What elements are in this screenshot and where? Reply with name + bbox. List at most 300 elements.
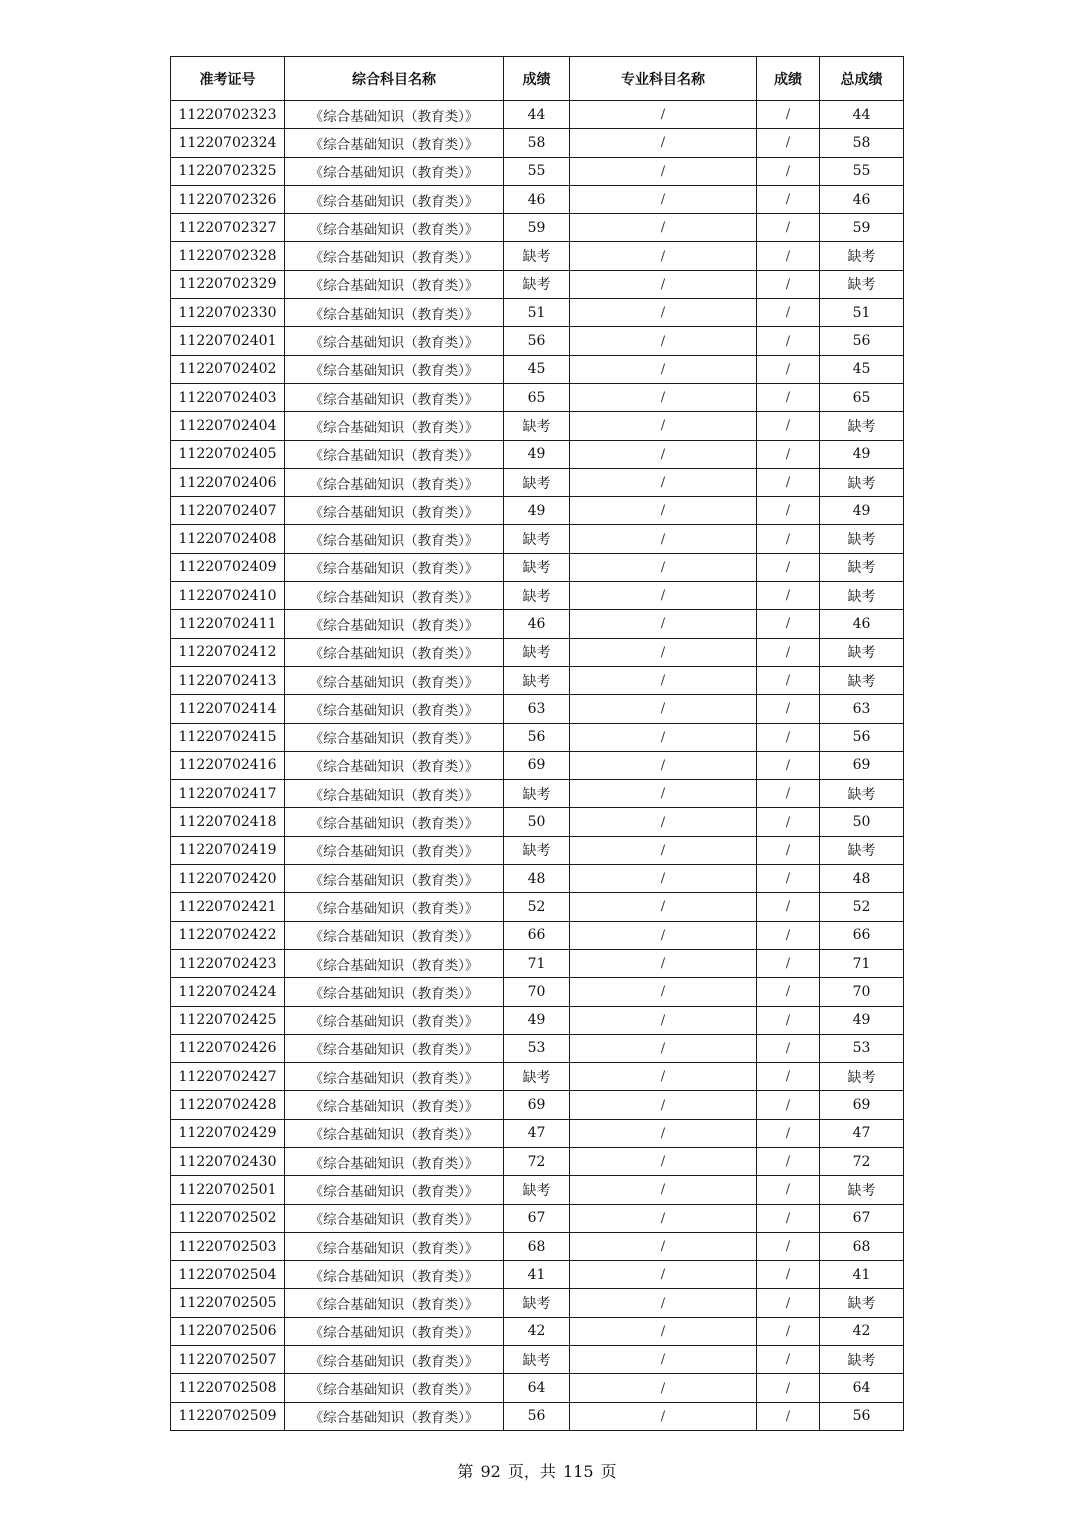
table-row: [171, 1317, 904, 1345]
ticket-number-cell: 11220702503: [171, 1232, 285, 1260]
ticket-number-cell: 11220702425: [171, 1006, 285, 1034]
total-score-cell: 46: [820, 185, 904, 213]
total-score-cell: 缺考: [820, 468, 904, 496]
total-score-cell: 70: [820, 978, 904, 1006]
major-score-cell: /: [757, 638, 820, 666]
major-score-cell: /: [757, 468, 820, 496]
general-score-cell: 47: [504, 1119, 570, 1147]
table-row: [171, 1176, 904, 1204]
ticket-number-cell: 11220702418: [171, 808, 285, 836]
general-score-cell: 缺考: [504, 1063, 570, 1091]
major-score-cell: /: [757, 695, 820, 723]
ticket-number-cell: 11220702413: [171, 666, 285, 694]
major-score-cell: /: [757, 129, 820, 157]
major-subject-cell: /: [570, 1204, 757, 1232]
major-score-cell: /: [757, 1034, 820, 1062]
table-row: [171, 553, 904, 581]
general-subject-cell: 《综合基础知识（教育类）》: [285, 497, 504, 525]
ticket-number-cell: 11220702419: [171, 836, 285, 864]
major-score-cell: /: [757, 865, 820, 893]
general-subject-cell: 《综合基础知识（教育类）》: [285, 666, 504, 694]
ticket-number-cell: 11220702407: [171, 497, 285, 525]
total-score-cell: 缺考: [820, 412, 904, 440]
general-subject-cell: 《综合基础知识（教育类）》: [285, 157, 504, 185]
table-row: [171, 129, 904, 157]
major-subject-cell: /: [570, 1346, 757, 1374]
ticket-number-cell: 11220702422: [171, 921, 285, 949]
table-row: [171, 1261, 904, 1289]
ticket-number-cell: 11220702429: [171, 1119, 285, 1147]
total-score-cell: 55: [820, 157, 904, 185]
general-subject-cell: 《综合基础知识（教育类）》: [285, 412, 504, 440]
general-score-cell: 缺考: [504, 1176, 570, 1204]
general-subject-cell: 《综合基础知识（教育类）》: [285, 440, 504, 468]
major-score-cell: /: [757, 1147, 820, 1175]
major-subject-cell: /: [570, 1402, 757, 1430]
major-subject-cell: /: [570, 1232, 757, 1260]
table-row: [171, 1006, 904, 1034]
general-subject-cell: 《综合基础知识（教育类）》: [285, 327, 504, 355]
table-row: [171, 1034, 904, 1062]
table-row: [171, 1374, 904, 1402]
major-subject-cell: /: [570, 949, 757, 977]
major-score-cell: /: [757, 921, 820, 949]
general-subject-cell: 《综合基础知识（教育类）》: [285, 1119, 504, 1147]
table-row: [171, 610, 904, 638]
general-score-cell: 46: [504, 185, 570, 213]
total-score-cell: 56: [820, 723, 904, 751]
ticket-number-cell: 11220702406: [171, 468, 285, 496]
major-score-cell: /: [757, 1176, 820, 1204]
table-row: [171, 1232, 904, 1260]
major-score-cell: /: [757, 1289, 820, 1317]
major-score-cell: /: [757, 1119, 820, 1147]
major-score-cell: /: [757, 1204, 820, 1232]
general-subject-cell: 《综合基础知识（教育类）》: [285, 355, 504, 383]
major-score-cell: /: [757, 582, 820, 610]
general-subject-cell: 《综合基础知识（教育类）》: [285, 638, 504, 666]
general-subject-cell: 《综合基础知识（教育类）》: [285, 1063, 504, 1091]
general-subject-cell: 《综合基础知识（教育类）》: [285, 1147, 504, 1175]
general-score-cell: 59: [504, 214, 570, 242]
ticket-number-cell: 11220702506: [171, 1317, 285, 1345]
ticket-number-cell: 11220702414: [171, 695, 285, 723]
ticket-number-cell: 11220702502: [171, 1204, 285, 1232]
general-score-cell: 66: [504, 921, 570, 949]
major-subject-cell: /: [570, 1147, 757, 1175]
total-score-cell: 缺考: [820, 525, 904, 553]
total-score-cell: 67: [820, 1204, 904, 1232]
general-score-cell: 56: [504, 327, 570, 355]
major-score-cell: /: [757, 978, 820, 1006]
table-body: [171, 101, 904, 1431]
page-number: 第 92 页，共 115 页: [457, 1462, 617, 1481]
ticket-number-cell: 11220702402: [171, 355, 285, 383]
major-subject-cell: /: [570, 1317, 757, 1345]
major-subject-cell: /: [570, 185, 757, 213]
major-score-cell: /: [757, 185, 820, 213]
table-row: [171, 355, 904, 383]
major-subject-cell: /: [570, 553, 757, 581]
table-row: [171, 893, 904, 921]
major-subject-cell: /: [570, 101, 757, 129]
general-subject-cell: 《综合基础知识（教育类）》: [285, 1091, 504, 1119]
ticket-number-cell: 11220702421: [171, 893, 285, 921]
table-row: [171, 666, 904, 694]
major-score-cell: /: [757, 1374, 820, 1402]
ticket-number-cell: 11220702501: [171, 1176, 285, 1204]
general-subject-cell: 《综合基础知识（教育类）》: [285, 101, 504, 129]
header-total-score: 总成绩: [820, 57, 904, 101]
major-subject-cell: /: [570, 610, 757, 638]
general-score-cell: 49: [504, 1006, 570, 1034]
major-score-cell: /: [757, 1402, 820, 1430]
total-score-cell: 51: [820, 299, 904, 327]
major-subject-cell: /: [570, 582, 757, 610]
major-subject-cell: /: [570, 497, 757, 525]
major-score-cell: /: [757, 412, 820, 440]
ticket-number-cell: 11220702411: [171, 610, 285, 638]
table-row: [171, 1091, 904, 1119]
general-score-cell: 53: [504, 1034, 570, 1062]
general-score-cell: 70: [504, 978, 570, 1006]
major-subject-cell: /: [570, 270, 757, 298]
general-subject-cell: 《综合基础知识（教育类）》: [285, 129, 504, 157]
general-score-cell: 69: [504, 751, 570, 779]
general-subject-cell: 《综合基础知识（教育类）》: [285, 1346, 504, 1374]
table-row: [171, 1402, 904, 1430]
total-score-cell: 41: [820, 1261, 904, 1289]
table-row: [171, 1063, 904, 1091]
general-subject-cell: 《综合基础知识（教育类）》: [285, 780, 504, 808]
table-row: [171, 242, 904, 270]
total-score-cell: 64: [820, 1374, 904, 1402]
general-subject-cell: 《综合基础知识（教育类）》: [285, 1402, 504, 1430]
total-score-cell: 42: [820, 1317, 904, 1345]
table-row: [171, 327, 904, 355]
major-subject-cell: /: [570, 1063, 757, 1091]
total-score-cell: 缺考: [820, 270, 904, 298]
table-row: [171, 497, 904, 525]
major-subject-cell: /: [570, 1289, 757, 1317]
header-general-subject: 综合科目名称: [285, 57, 504, 101]
general-subject-cell: 《综合基础知识（教育类）》: [285, 299, 504, 327]
ticket-number-cell: 11220702328: [171, 242, 285, 270]
ticket-number-cell: 11220702404: [171, 412, 285, 440]
major-subject-cell: /: [570, 1374, 757, 1402]
general-subject-cell: 《综合基础知识（教育类）》: [285, 921, 504, 949]
total-score-cell: 71: [820, 949, 904, 977]
total-score-cell: 49: [820, 1006, 904, 1034]
total-score-cell: 68: [820, 1232, 904, 1260]
general-score-cell: 缺考: [504, 242, 570, 270]
general-subject-cell: 《综合基础知识（教育类）》: [285, 1289, 504, 1317]
major-subject-cell: /: [570, 865, 757, 893]
general-score-cell: 缺考: [504, 582, 570, 610]
table-row: [171, 468, 904, 496]
general-subject-cell: 《综合基础知识（教育类）》: [285, 1176, 504, 1204]
major-score-cell: /: [757, 1317, 820, 1345]
total-score-cell: 58: [820, 129, 904, 157]
ticket-number-cell: 11220702327: [171, 214, 285, 242]
total-score-cell: 缺考: [820, 1289, 904, 1317]
general-subject-cell: 《综合基础知识（教育类）》: [285, 865, 504, 893]
general-score-cell: 缺考: [504, 780, 570, 808]
header-ticket-number: 准考证号: [171, 57, 285, 101]
total-score-cell: 缺考: [820, 1176, 904, 1204]
general-subject-cell: 《综合基础知识（教育类）》: [285, 468, 504, 496]
general-subject-cell: 《综合基础知识（教育类）》: [285, 1006, 504, 1034]
table-row: [171, 1289, 904, 1317]
ticket-number-cell: 11220702326: [171, 185, 285, 213]
major-subject-cell: /: [570, 978, 757, 1006]
general-subject-cell: 《综合基础知识（教育类）》: [285, 723, 504, 751]
total-score-cell: 46: [820, 610, 904, 638]
total-score-cell: 63: [820, 695, 904, 723]
major-score-cell: /: [757, 1232, 820, 1260]
table-row: [171, 949, 904, 977]
total-score-cell: 69: [820, 751, 904, 779]
major-subject-cell: /: [570, 808, 757, 836]
general-subject-cell: 《综合基础知识（教育类）》: [285, 525, 504, 553]
header-general-score: 成绩: [504, 57, 570, 101]
major-score-cell: /: [757, 1261, 820, 1289]
total-score-cell: 缺考: [820, 638, 904, 666]
major-score-cell: /: [757, 101, 820, 129]
table-row: [171, 214, 904, 242]
general-subject-cell: 《综合基础知识（教育类）》: [285, 1317, 504, 1345]
table-row: [171, 582, 904, 610]
general-score-cell: 72: [504, 1147, 570, 1175]
major-score-cell: /: [757, 1006, 820, 1034]
total-score-cell: 56: [820, 1402, 904, 1430]
major-subject-cell: /: [570, 1176, 757, 1204]
general-subject-cell: 《综合基础知识（教育类）》: [285, 836, 504, 864]
major-subject-cell: /: [570, 412, 757, 440]
general-score-cell: 56: [504, 723, 570, 751]
general-score-cell: 71: [504, 949, 570, 977]
general-score-cell: 64: [504, 1374, 570, 1402]
table-row: [171, 808, 904, 836]
general-subject-cell: 《综合基础知识（教育类）》: [285, 185, 504, 213]
header-major-score: 成绩: [757, 57, 820, 101]
total-score-cell: 缺考: [820, 1346, 904, 1374]
general-score-cell: 48: [504, 865, 570, 893]
total-score-cell: 49: [820, 497, 904, 525]
major-subject-cell: /: [570, 836, 757, 864]
ticket-number-cell: 11220702323: [171, 101, 285, 129]
general-score-cell: 缺考: [504, 1346, 570, 1374]
score-table: [170, 56, 904, 1431]
major-subject-cell: /: [570, 1006, 757, 1034]
general-score-cell: 缺考: [504, 638, 570, 666]
major-score-cell: /: [757, 836, 820, 864]
major-score-cell: /: [757, 157, 820, 185]
total-score-cell: 66: [820, 921, 904, 949]
general-subject-cell: 《综合基础知识（教育类）》: [285, 1261, 504, 1289]
table-row: [171, 865, 904, 893]
ticket-number-cell: 11220702417: [171, 780, 285, 808]
major-subject-cell: /: [570, 638, 757, 666]
general-subject-cell: 《综合基础知识（教育类）》: [285, 695, 504, 723]
major-subject-cell: /: [570, 129, 757, 157]
ticket-number-cell: 11220702410: [171, 582, 285, 610]
general-score-cell: 41: [504, 1261, 570, 1289]
major-score-cell: /: [757, 497, 820, 525]
general-score-cell: 68: [504, 1232, 570, 1260]
general-score-cell: 46: [504, 610, 570, 638]
ticket-number-cell: 11220702412: [171, 638, 285, 666]
general-subject-cell: 《综合基础知识（教育类）》: [285, 1232, 504, 1260]
table-row: [171, 412, 904, 440]
header-major-subject: 专业科目名称: [570, 57, 757, 101]
ticket-number-cell: 11220702324: [171, 129, 285, 157]
general-score-cell: 44: [504, 101, 570, 129]
total-score-cell: 47: [820, 1119, 904, 1147]
ticket-number-cell: 11220702329: [171, 270, 285, 298]
general-score-cell: 56: [504, 1402, 570, 1430]
major-subject-cell: /: [570, 695, 757, 723]
major-score-cell: /: [757, 949, 820, 977]
general-score-cell: 缺考: [504, 412, 570, 440]
total-score-cell: 缺考: [820, 582, 904, 610]
general-score-cell: 缺考: [504, 666, 570, 694]
total-score-cell: 缺考: [820, 836, 904, 864]
table-row: [171, 299, 904, 327]
ticket-number-cell: 11220702405: [171, 440, 285, 468]
total-score-cell: 缺考: [820, 780, 904, 808]
major-score-cell: /: [757, 808, 820, 836]
general-score-cell: 58: [504, 129, 570, 157]
general-subject-cell: 《综合基础知识（教育类）》: [285, 1034, 504, 1062]
total-score-cell: 65: [820, 383, 904, 411]
ticket-number-cell: 11220702427: [171, 1063, 285, 1091]
major-subject-cell: /: [570, 355, 757, 383]
major-subject-cell: /: [570, 214, 757, 242]
table-row: [171, 978, 904, 1006]
total-score-cell: 72: [820, 1147, 904, 1175]
major-subject-cell: /: [570, 242, 757, 270]
major-subject-cell: /: [570, 751, 757, 779]
ticket-number-cell: 11220702408: [171, 525, 285, 553]
major-score-cell: /: [757, 299, 820, 327]
ticket-number-cell: 11220702403: [171, 383, 285, 411]
general-score-cell: 45: [504, 355, 570, 383]
general-score-cell: 缺考: [504, 553, 570, 581]
table-row: [171, 836, 904, 864]
table-row: [171, 440, 904, 468]
ticket-number-cell: 11220702430: [171, 1147, 285, 1175]
total-score-cell: 缺考: [820, 553, 904, 581]
major-score-cell: /: [757, 270, 820, 298]
total-score-cell: 59: [820, 214, 904, 242]
general-subject-cell: 《综合基础知识（教育类）》: [285, 610, 504, 638]
ticket-number-cell: 11220702426: [171, 1034, 285, 1062]
table-row: [171, 723, 904, 751]
general-score-cell: 50: [504, 808, 570, 836]
major-subject-cell: /: [570, 1034, 757, 1062]
general-score-cell: 49: [504, 497, 570, 525]
major-subject-cell: /: [570, 1261, 757, 1289]
major-subject-cell: /: [570, 383, 757, 411]
major-score-cell: /: [757, 1063, 820, 1091]
general-score-cell: 缺考: [504, 836, 570, 864]
general-score-cell: 缺考: [504, 468, 570, 496]
major-score-cell: /: [757, 723, 820, 751]
table-row: [171, 695, 904, 723]
general-subject-cell: 《综合基础知识（教育类）》: [285, 893, 504, 921]
major-subject-cell: /: [570, 1119, 757, 1147]
general-subject-cell: 《综合基础知识（教育类）》: [285, 553, 504, 581]
general-score-cell: 67: [504, 1204, 570, 1232]
major-score-cell: /: [757, 893, 820, 921]
total-score-cell: 44: [820, 101, 904, 129]
total-score-cell: 56: [820, 327, 904, 355]
ticket-number-cell: 11220702401: [171, 327, 285, 355]
general-subject-cell: 《综合基础知识（教育类）》: [285, 214, 504, 242]
ticket-number-cell: 11220702409: [171, 553, 285, 581]
table-row: [171, 383, 904, 411]
general-score-cell: 65: [504, 383, 570, 411]
total-score-cell: 45: [820, 355, 904, 383]
header-row: [171, 57, 904, 101]
ticket-number-cell: 11220702416: [171, 751, 285, 779]
table-row: [171, 185, 904, 213]
ticket-number-cell: 11220702428: [171, 1091, 285, 1119]
table-row: [171, 525, 904, 553]
major-score-cell: /: [757, 525, 820, 553]
ticket-number-cell: 11220702508: [171, 1374, 285, 1402]
total-score-cell: 69: [820, 1091, 904, 1119]
table-row: [171, 1346, 904, 1374]
general-subject-cell: 《综合基础知识（教育类）》: [285, 270, 504, 298]
major-subject-cell: /: [570, 157, 757, 185]
ticket-number-cell: 11220702424: [171, 978, 285, 1006]
major-score-cell: /: [757, 780, 820, 808]
total-score-cell: 50: [820, 808, 904, 836]
general-subject-cell: 《综合基础知识（教育类）》: [285, 582, 504, 610]
general-score-cell: 52: [504, 893, 570, 921]
major-subject-cell: /: [570, 893, 757, 921]
ticket-number-cell: 11220702330: [171, 299, 285, 327]
major-score-cell: /: [757, 553, 820, 581]
ticket-number-cell: 11220702509: [171, 1402, 285, 1430]
table-row: [171, 638, 904, 666]
general-score-cell: 49: [504, 440, 570, 468]
total-score-cell: 48: [820, 865, 904, 893]
ticket-number-cell: 11220702505: [171, 1289, 285, 1317]
general-subject-cell: 《综合基础知识（教育类）》: [285, 242, 504, 270]
general-subject-cell: 《综合基础知识（教育类）》: [285, 1204, 504, 1232]
major-subject-cell: /: [570, 921, 757, 949]
ticket-number-cell: 11220702423: [171, 949, 285, 977]
major-subject-cell: /: [570, 440, 757, 468]
major-subject-cell: /: [570, 299, 757, 327]
total-score-cell: 缺考: [820, 666, 904, 694]
major-score-cell: /: [757, 355, 820, 383]
table-row: [171, 270, 904, 298]
general-score-cell: 缺考: [504, 1289, 570, 1317]
major-subject-cell: /: [570, 723, 757, 751]
major-subject-cell: /: [570, 1091, 757, 1119]
major-score-cell: /: [757, 751, 820, 779]
general-subject-cell: 《综合基础知识（教育类）》: [285, 1374, 504, 1402]
major-score-cell: /: [757, 666, 820, 694]
major-subject-cell: /: [570, 327, 757, 355]
general-score-cell: 缺考: [504, 270, 570, 298]
ticket-number-cell: 11220702420: [171, 865, 285, 893]
major-subject-cell: /: [570, 780, 757, 808]
